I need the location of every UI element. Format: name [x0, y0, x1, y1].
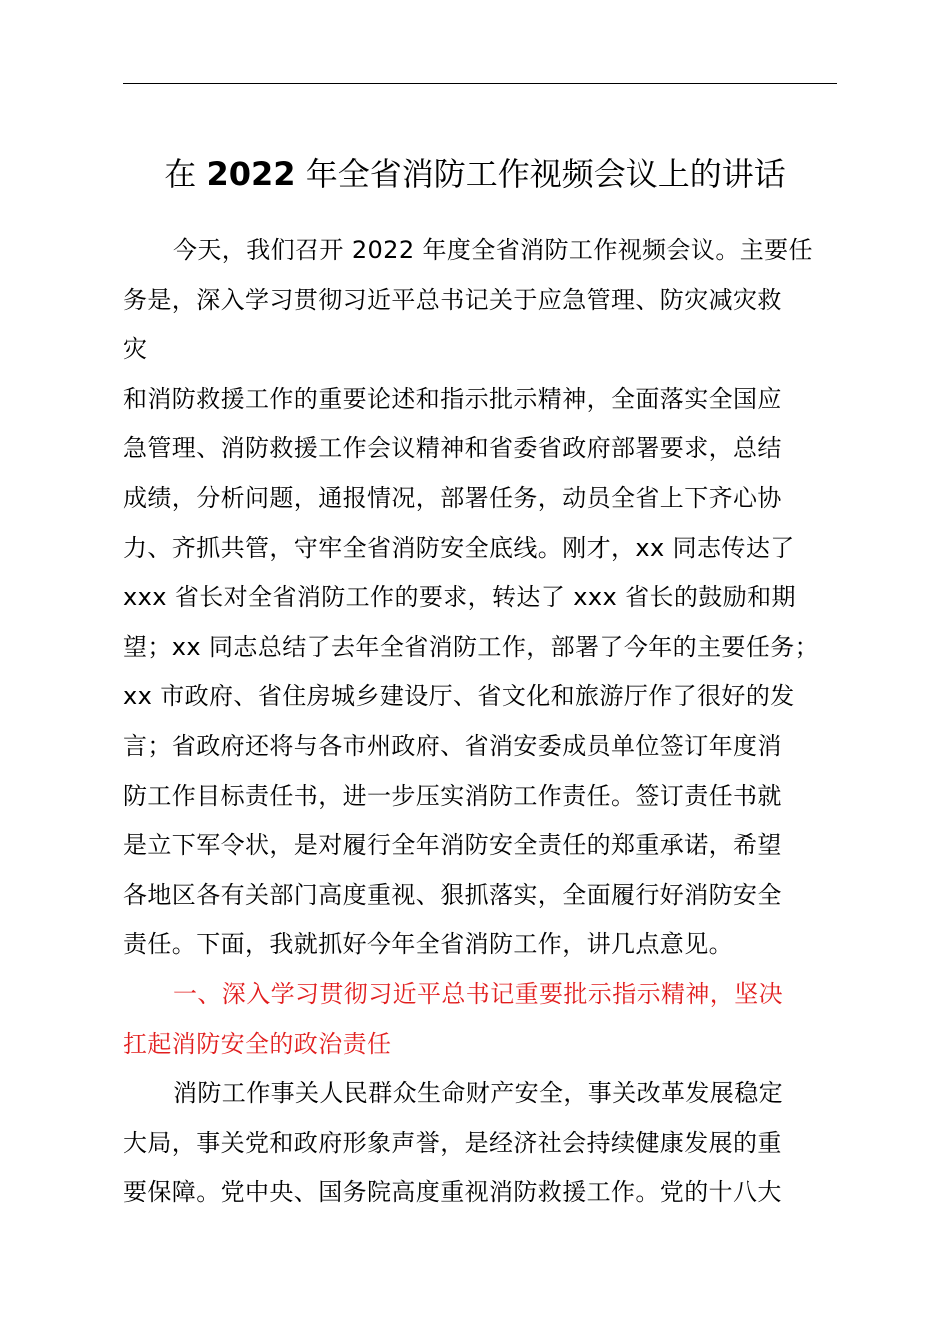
document-title: [0, 146, 950, 202]
paragraph-line: 务是，深入学习贯彻习近平总书记关于应急管理、防灾减灾救: [123, 285, 782, 314]
title-suffix: 年全省消防工作视频会议上的讲话: [295, 155, 786, 193]
paragraph-line: xx 市政府、省住房城乡建设厅、省文化和旅游厅作了很好的发: [123, 682, 795, 711]
title-prefix: 在: [164, 155, 207, 193]
header-rule: [123, 83, 837, 84]
paragraph-line: 和消防救援工作的重要论述和指示批示精神，全面落实全国应: [123, 384, 782, 413]
paragraph-line: 防工作目标责任书，进一步压实消防工作责任。签订责任书就: [123, 781, 782, 810]
paragraph-line: 各地区各有关部门高度重视、狠抓落实，全面履行好消防安全: [123, 880, 782, 909]
paragraph-line: 要保障。党中央、国务院高度重视消防救援工作。党的十八大: [123, 1178, 782, 1207]
paragraph-line: 力、齐抓共管，守牢全省消防安全底线。刚才，xx 同志传达了: [123, 533, 795, 562]
paragraph-line: 是立下军令状，是对履行全年消防安全责任的郑重承诺，希望: [123, 831, 782, 860]
paragraph-line: 望；xx 同志总结了去年全省消防工作，部署了今年的主要任务；: [123, 632, 820, 661]
paragraph-line: 成绩，分析问题，通报情况，部署任务，动员全省上下齐心协: [123, 483, 782, 512]
paragraph-line: 消防工作事关人民群众生命财产安全，事关改革发展稳定: [173, 1079, 783, 1108]
paragraph-line: 今天，我们召开 2022 年度全省消防工作视频会议。主要任: [173, 236, 813, 264]
paragraph-line: 大局，事关党和政府形象声誉，是经济社会持续健康发展的重: [123, 1128, 782, 1157]
title-year: 2022: [206, 155, 296, 193]
paragraph-line: xxx 省长对全省消防工作的要求，转达了 xxx 省长的鼓励和期: [123, 583, 796, 612]
paragraph-line: 灾: [123, 335, 148, 364]
paragraph-line: 急管理、消防救援工作会议精神和省委省政府部署要求，总结: [123, 434, 782, 463]
section-heading-line: 扛起消防安全的政治责任: [123, 1029, 392, 1058]
section-heading-line: 一、深入学习贯彻习近平总书记重要批示指示精神，坚决: [173, 979, 783, 1008]
document-body: [123, 226, 839, 1218]
paragraph-line: 言；省政府还将与各市州政府、省消安委成员单位签订年度消: [123, 731, 782, 760]
paragraph-line: 责任。下面，我就抓好今年全省消防工作，讲几点意见。: [123, 930, 733, 959]
